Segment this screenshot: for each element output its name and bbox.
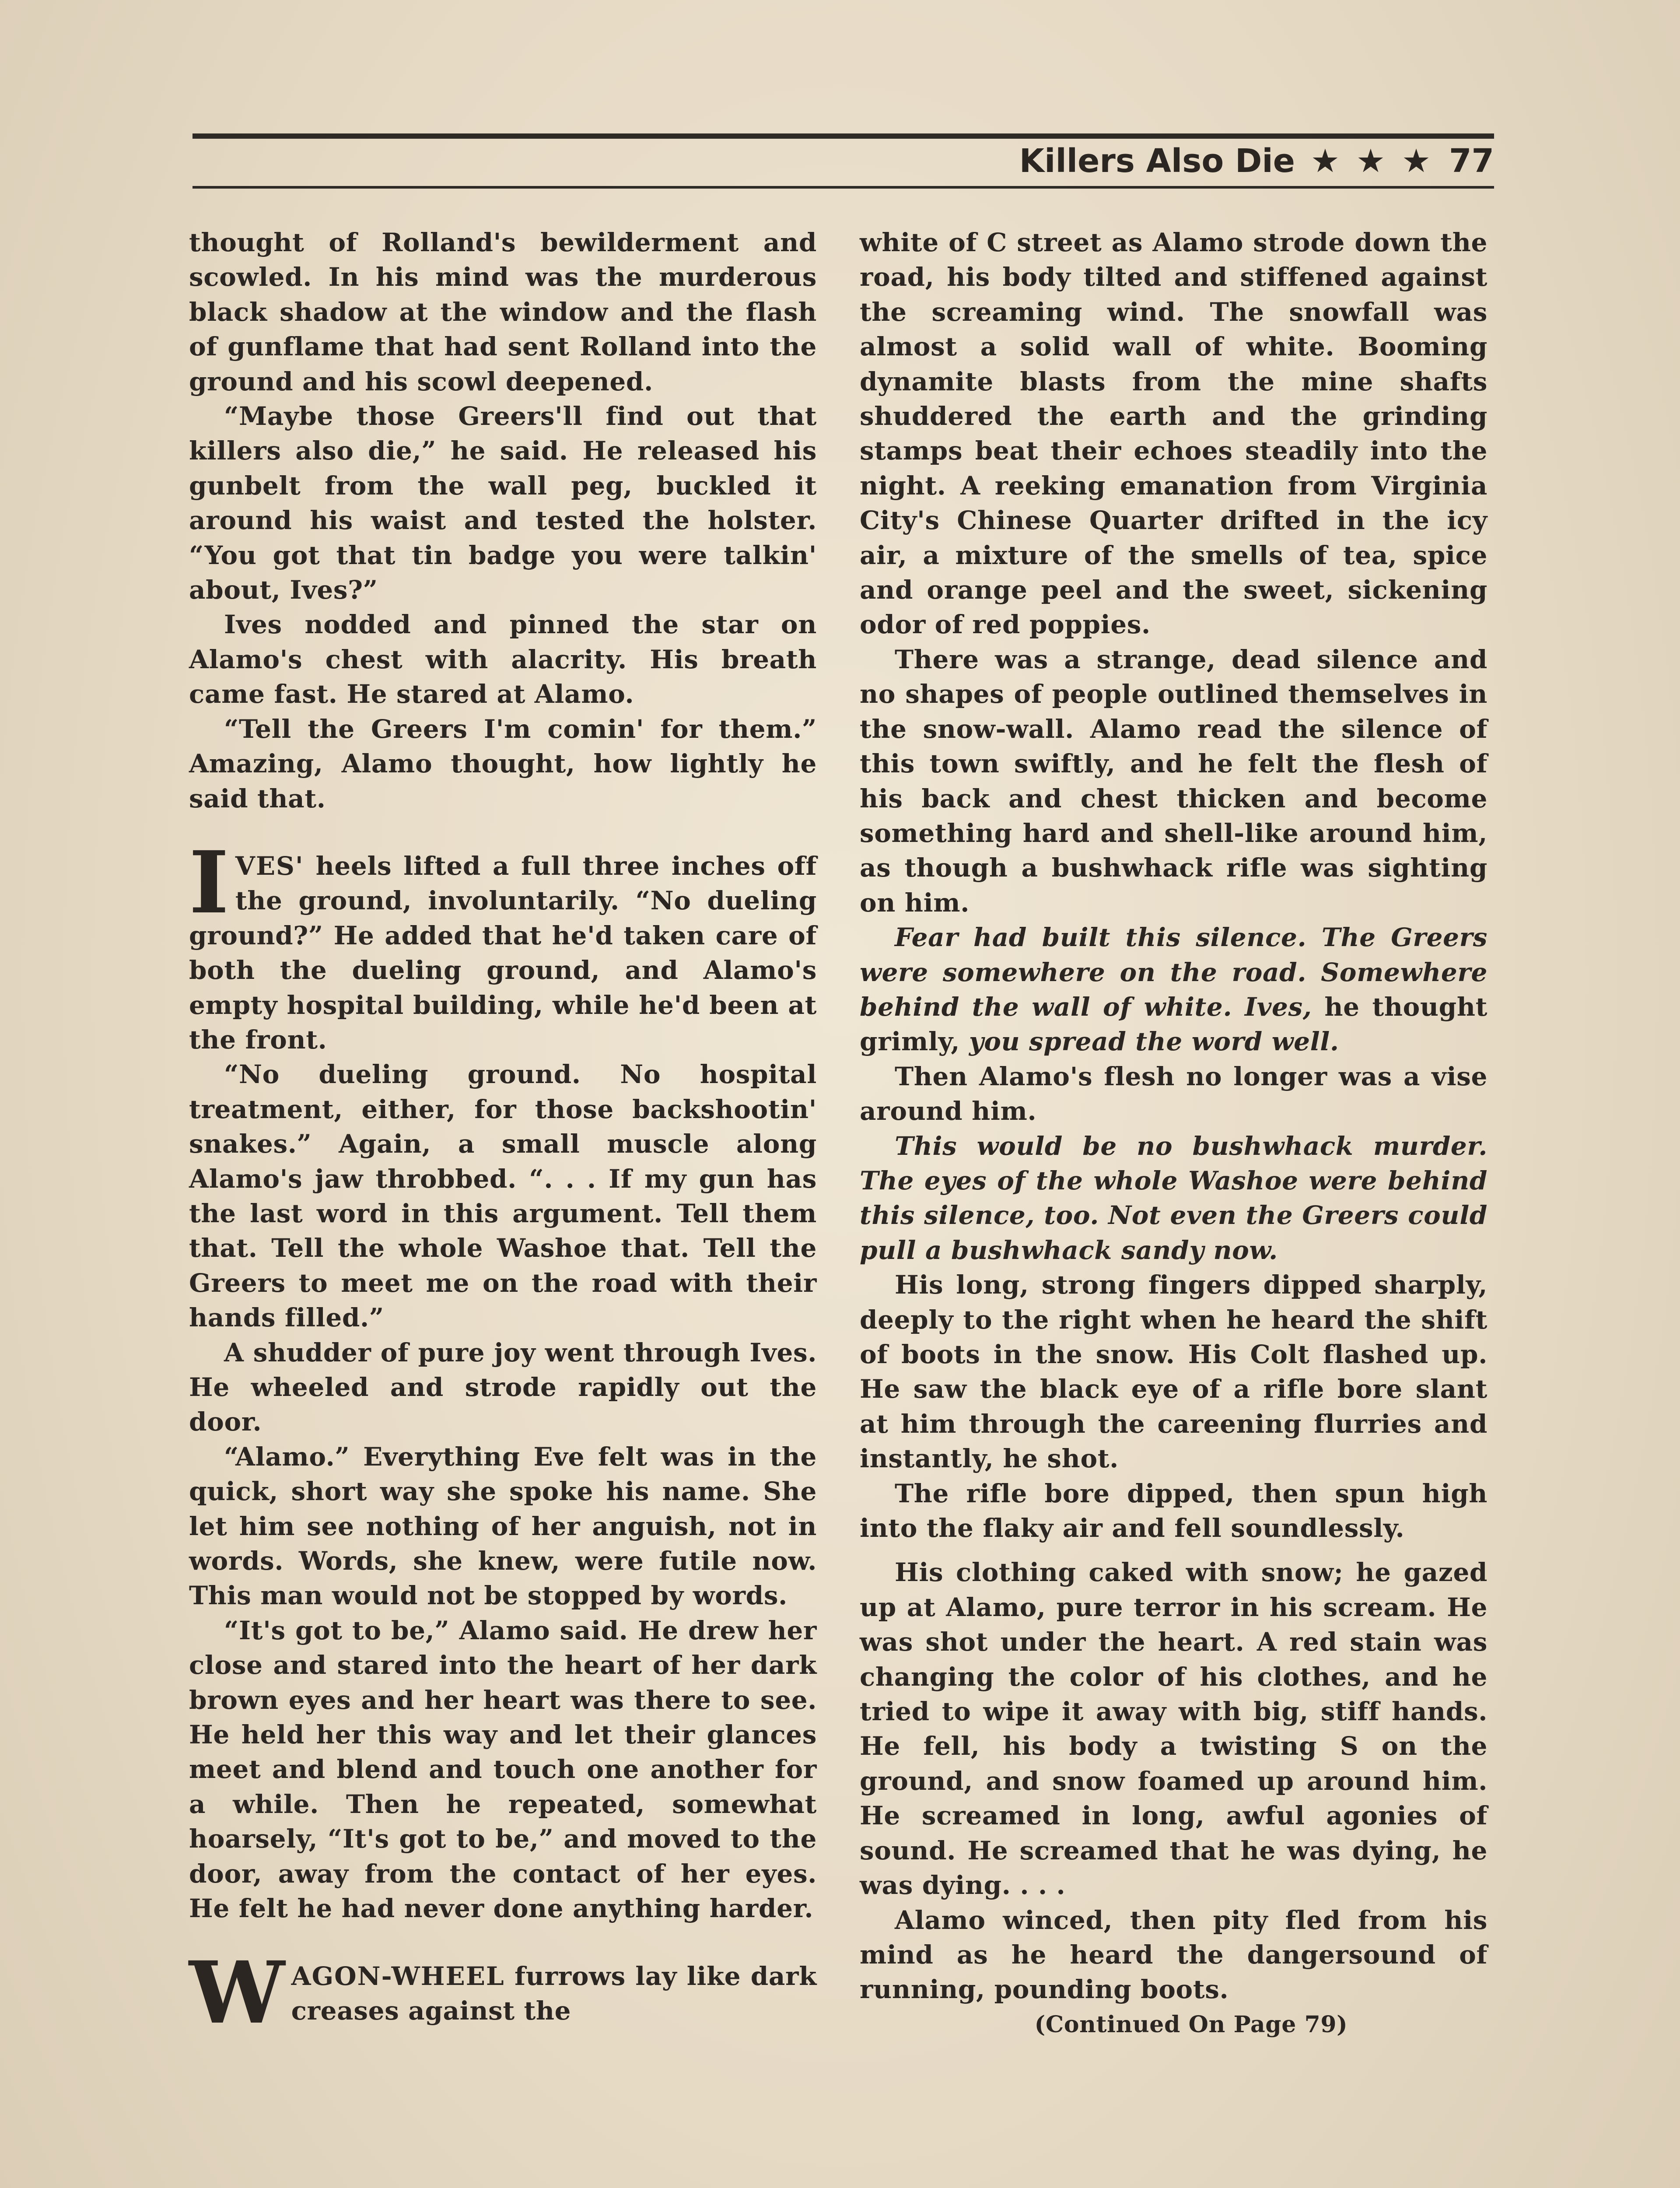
paragraph: The rifle bore dipped, then spun high into the flaky air and fell soundlessly.: [860, 1478, 1488, 1543]
paragraph: “No dueling ground. No hospital treatment, either, for those backshootin' snakes.” Again, a small muscle along Alamo's jaw throbbed. “. . . If my gun has the last word in this argument. Tell them that. Tell the whole Washoe that. Tell the Greers to meet me on the road with their hands filled.”: [189, 1059, 817, 1333]
paragraph: A shudder of pure joy went through Ives. He wheeled and strode rapidly out the door.: [189, 1337, 817, 1437]
continued-notice: (Continued On Page 79): [1034, 2011, 1348, 2038]
paragraph-italic: [860, 920, 1488, 1059]
story-title: Killers Also Die: [1019, 142, 1295, 180]
paragraph: “Maybe those Greers'll find out that killers also die,” he said. He released his gunbelt from the wall peg, buckled it around his waist and tested the holster. “You got that tin badge you were talkin' about, Ives?”: [189, 401, 817, 605]
paragraph: Alamo winced, then pity fled from his mind as he heard the dangersound of running, pounding boots.: [860, 1905, 1488, 2005]
paragraph: white of C street as Alamo strode down the road, his body tilted and stiffened against the screaming wind. The snowfall was almost a solid wall of white. Booming dynamite blasts from the mine shafts shuddered the earth and the grinding stamps beat their echoes steadily into the night. A reeking emanation from Virginia City's Chinese Quarter drifted in the icy air, a mixture of the smells of tea, spice and orange peel and the sweet, sickening odor of red poppies.: [860, 228, 1488, 640]
running-head: [1019, 139, 1494, 183]
header-rule-bottom: [192, 186, 1494, 189]
paragraph: There was a strange, dead silence and no shapes of people outlined themselves in the snow-wall. Alamo read the silence of this town swiftly, and he felt the flesh of his back and chest thicken and become something hard and shell-like around him, as though a bushwhack rifle was sighting on him.: [860, 644, 1488, 918]
paragraph-dropcap: [189, 1942, 817, 2043]
paragraph-text: heels lifted a full three inches off the ground, involuntarily. “No dueling ground?” He added that he'd taken care of both the dueling ground, and Alamo's empty hospital building, while he'd been at the front.: [189, 851, 817, 1055]
right-column: [860, 225, 1488, 2042]
italic-text: you spread the word well.: [969, 1027, 1339, 1057]
header-rule-top: [192, 133, 1494, 139]
italic-text: Fear had built this silence. The Greers were somewhere on the road. Somewhere behind the wall of white. Ives,: [860, 922, 1488, 1022]
drop-cap-word: VES': [235, 851, 304, 881]
paragraph: Ives nodded and pinned the star on Alamo's chest with alacrity. His breath came fast. He stared at Alamo.: [189, 610, 817, 709]
paragraph: thought of Rolland's bewilderment and scowled. In his mind was the murderous black shadow at the window and the flash of gunflame that had sent Rolland into the ground and his scowl deepened.: [189, 228, 817, 396]
paragraph: “It's got to be,” Alamo said. He drew her close and stared into the heart of her dark brown eyes and her heart was there to see. He held her this way and let their glances meet and blend and touch one another for a while. Then he repeated, somewhat hoarsely, “It's got to be,” and moved to the door, away from the contact of her eyes. He felt he had never done anything harder.: [189, 1615, 817, 1924]
star-ornament: ★ ★ ★: [1310, 142, 1434, 180]
page-number: 77: [1449, 142, 1494, 180]
left-column: [189, 225, 817, 2043]
paragraph-text: he thought grimly,: [860, 992, 1488, 1057]
paragraph: “Tell the Greers I'm comin' for them.” Amazing, Alamo thought, how lightly he said that.: [189, 714, 817, 813]
paragraph-dropcap: [189, 832, 817, 1057]
drop-cap: I: [189, 832, 229, 933]
paragraph-italic: This would be no bushwhack murder. The eyes of the whole Washoe were behind this silence, too. Not even the Greers could pull a bushwhack sandy now.: [860, 1131, 1488, 1265]
drop-cap-word: AGON-WHEEL: [291, 1961, 505, 1991]
paragraph: His long, strong fingers dipped sharply, deeply to the right when he heard the shift of boots in the snow. His Colt flashed up. He saw the black eye of a rifle bore slant at him through the careening flurries and instantly, he shot.: [860, 1270, 1488, 1474]
paragraph-text: furrows lay like dark creases against the: [291, 1961, 817, 2026]
paragraph: His clothing caked with snow; he gazed up at Alamo, pure terror in his scream. He was shot under the heart. A red stain was changing the color of his clothes, and he tried to wipe it away with big, stiff hands. He fell, his body a twisting S on the ground, and snow foamed up around him. He screamed in long, awful agonies of sound. He screamed that he was dying, he was dying. . . .: [860, 1557, 1488, 1900]
paragraph: Then Alamo's flesh no longer was a vise around him.: [860, 1061, 1488, 1126]
drop-cap: W: [189, 1942, 285, 2043]
paragraph: “Alamo.” Everything Eve felt was in the quick, short way she spoke his name. She let him see nothing of her anguish, not in words. Words, she knew, were futile now. This man would not be stopped by words.: [189, 1441, 817, 1611]
